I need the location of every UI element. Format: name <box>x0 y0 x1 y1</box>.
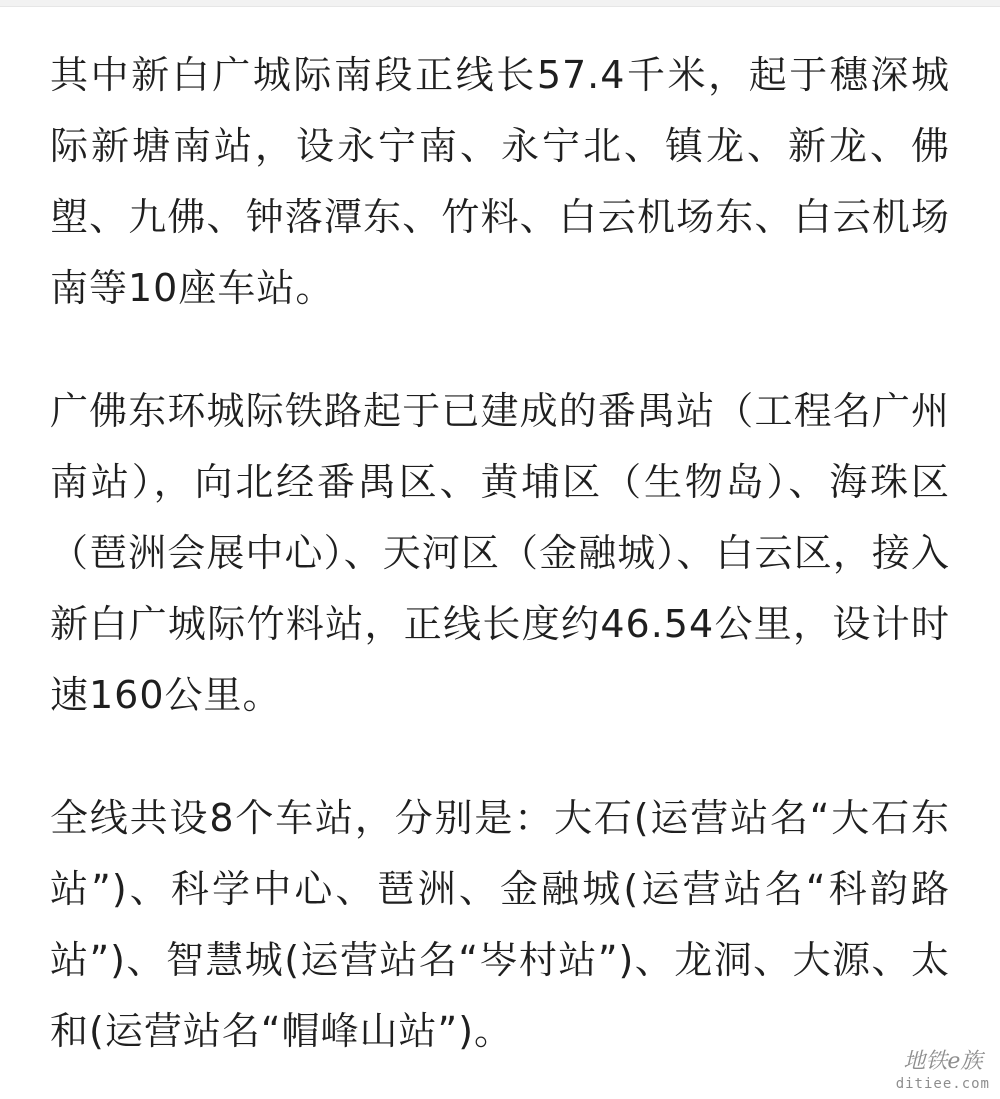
top-divider <box>0 0 1000 7</box>
paragraph-guangfo-east-ring: 广佛东环城际铁路起于已建成的番禺站（工程名广州南站），向北经番禺区、黄埔区（生物岛）、海珠区（琶洲会展中心）、天河区（金融城）、白云区，接入新白广城际竹料站，正线长度约46.54公里，设计时速160公里。 <box>50 389 950 717</box>
site-watermark <box>896 1051 990 1091</box>
paragraph-xinbaiguang-south: 其中新白广城际南段正线长57.4千米，起于穗深城际新塘南站，设永宁南、永宁北、镇龙、新龙、佛塱、九佛、钟落潭东、竹料、白云机场东、白云机场南等10座车站。 <box>50 53 950 310</box>
watermark-logo: 地铁e族 <box>903 1049 983 1074</box>
article-body <box>50 40 950 1067</box>
watermark-domain: ditiee.com <box>895 1076 990 1092</box>
paragraph-station-list: 全线共设8个车站，分别是：大石(运营站名“大石东站”)、科学中心、琶洲、金融城(运营站名“科韵路站”)、智慧城(运营站名“岑村站”)、龙洞、大源、太和(运营站名“帽峰山站”)。 <box>50 796 950 1053</box>
